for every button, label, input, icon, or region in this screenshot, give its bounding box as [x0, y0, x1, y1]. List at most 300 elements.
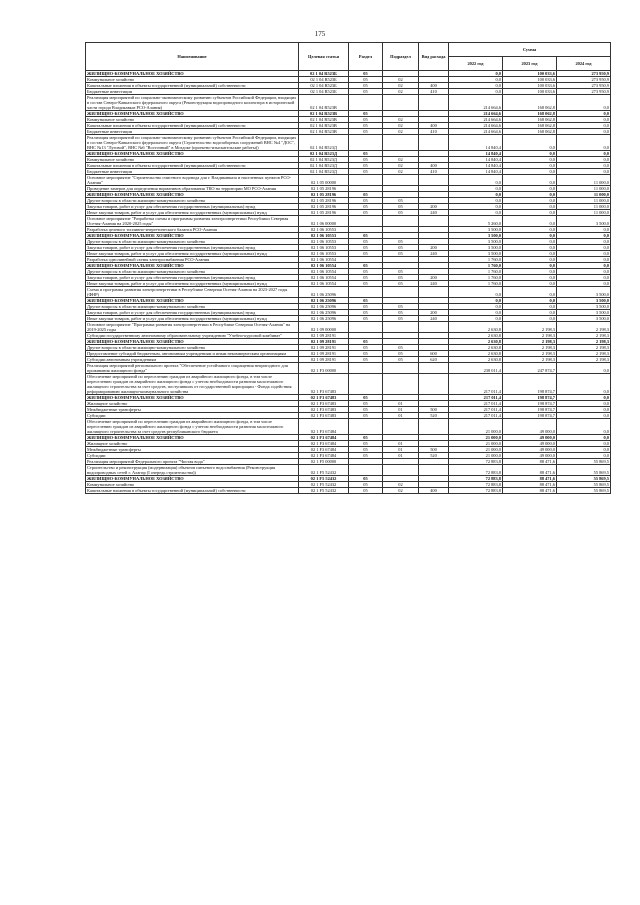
row-section: 05 [349, 357, 383, 363]
row-2024: 273 950,9 [557, 83, 611, 89]
row-2023: 2 198,3 [503, 322, 557, 333]
row-2024: 3 500,0 [557, 287, 611, 298]
row-expense-type [419, 287, 449, 298]
row-expense-type: 200 [419, 204, 449, 210]
row-expense-type [419, 216, 449, 227]
row-name: Другие вопросы в области жилищно-коммунального хозяйства [86, 304, 299, 310]
row-2023: 0,0 [503, 204, 557, 210]
row-2024: 0,0 [557, 395, 611, 401]
row-2023: 88 471,6 [503, 459, 557, 465]
row-section: 05 [349, 281, 383, 287]
row-target: 02 1 09 28191 [299, 345, 349, 351]
row-name: Капитальные вложения в объекты государственной (муниципальной) собственности [86, 123, 299, 129]
row-subsection: 02 [383, 157, 419, 163]
row-target: 02 1 04 R523Д [299, 151, 349, 157]
row-2022: 14 840,4 [449, 135, 503, 151]
row-section: 05 [349, 401, 383, 407]
row-2024: 0,0 [557, 251, 611, 257]
row-name: Субсидии [86, 413, 299, 419]
row-2022: 0,0 [449, 304, 503, 310]
row-target: 02 1 04 R523Д [299, 135, 349, 151]
row-target: 02 1 04 R523В [299, 123, 349, 129]
row-subsection [383, 175, 419, 186]
row-2022: 2 630,8 [449, 333, 503, 339]
row-expense-type [419, 374, 449, 395]
row-2023: 0,0 [503, 163, 557, 169]
row-2024: 0,0 [557, 135, 611, 151]
row-expense-type: 200 [419, 310, 449, 316]
table-row [86, 363, 611, 374]
row-expense-type: 400 [419, 488, 449, 494]
row-name: ЖИЛИЩНО-КОММУНАЛЬНОЕ ХОЗЯЙСТВО [86, 111, 299, 117]
row-target: 02 1 09 28191 [299, 351, 349, 357]
row-target: 02 1 06 25096 [299, 287, 349, 298]
table-row [86, 488, 611, 494]
row-section: 05 [349, 89, 383, 95]
row-target: 02 1 F3 67483 [299, 374, 349, 395]
row-expense-type: 620 [419, 357, 449, 363]
row-2022: 214 664,6 [449, 129, 503, 135]
row-name: ЖИЛИЩНО-КОММУНАЛЬНОЕ ХОЗЯЙСТВО [86, 192, 299, 198]
row-2024: 55 869,5 [557, 459, 611, 465]
row-2022: 2 630,8 [449, 322, 503, 333]
row-target: 02 1 F5 52432 [299, 465, 349, 476]
row-subsection: 01 [383, 401, 419, 407]
row-subsection: 05 [383, 210, 419, 216]
row-2022: 2 630,8 [449, 339, 503, 345]
row-subsection: 05 [383, 281, 419, 287]
row-2024: 0,0 [557, 447, 611, 453]
row-2023: 0,0 [503, 210, 557, 216]
row-2023: 0,0 [503, 169, 557, 175]
row-2022: 72 883,8 [449, 476, 503, 482]
row-2023: 88 471,6 [503, 465, 557, 476]
row-target: 02 1 09 28191 [299, 339, 349, 345]
row-2024: 3 500,0 [557, 216, 611, 227]
row-name: Бюджетные инвестиции [86, 129, 299, 135]
row-section: 05 [349, 123, 383, 129]
row-section: 05 [349, 169, 383, 175]
row-section: 05 [349, 453, 383, 459]
row-2023: 49 000,0 [503, 441, 557, 447]
row-section [349, 135, 383, 151]
row-2023: 0,0 [503, 175, 557, 186]
row-name: Закупка товаров, работ и услуг для обеспечения государственных (муниципальных) нужд [86, 310, 299, 316]
row-expense-type: 240 [419, 210, 449, 216]
row-2023: 88 471,6 [503, 488, 557, 494]
row-section: 05 [349, 111, 383, 117]
row-2023: 247 874,7 [503, 363, 557, 374]
row-2024: 11 000,0 [557, 192, 611, 198]
row-section: 05 [349, 345, 383, 351]
row-2024: 0,0 [557, 227, 611, 233]
row-2023: 168 062,8 [503, 117, 557, 123]
row-name: Коммунальное хозяйство [86, 77, 299, 83]
row-name: Основное мероприятие "Разработка схемы и программы развития электроэнергетики Республики Северная Осетия-Алания на 2020-2025 годы" [86, 216, 299, 227]
row-section [349, 322, 383, 333]
header-section: Раздел [349, 43, 383, 71]
row-target: 02 1 04 R523Б [299, 77, 349, 83]
row-2024: 0,0 [557, 281, 611, 287]
row-subsection [383, 374, 419, 395]
row-2022: 0,0 [449, 192, 503, 198]
table-body [86, 71, 611, 494]
row-target: 02 1 06 10554 [299, 263, 349, 269]
row-section: 05 [349, 269, 383, 275]
row-name: ЖИЛИЩНО-КОММУНАЛЬНОЕ ХОЗЯЙСТВО [86, 298, 299, 304]
row-section [349, 95, 383, 111]
row-section: 05 [349, 210, 383, 216]
row-target: 02 1 06 10553 [299, 233, 349, 239]
header-sum: Сумма [449, 43, 611, 57]
row-2022: 72 883,8 [449, 459, 503, 465]
row-target: 02 1 F3 67483 [299, 413, 349, 419]
row-name: Другие вопросы в области жилищно-коммунального хозяйства [86, 269, 299, 275]
row-expense-type: 200 [419, 245, 449, 251]
row-2022: 14 840,4 [449, 151, 503, 157]
row-2023: 0,0 [503, 233, 557, 239]
row-2023: 0,0 [503, 316, 557, 322]
row-name: Основное мероприятие "Строительство очистного водовода для г. Владикавказа и населенных пунктов РСО-Алания" [86, 175, 299, 186]
row-name: Коммунальное хозяйство [86, 482, 299, 488]
row-2024: 3 500,0 [557, 316, 611, 322]
row-2024: 0,0 [557, 263, 611, 269]
row-subsection: 01 [383, 453, 419, 459]
row-section: 05 [349, 77, 383, 83]
row-2024: 0,0 [557, 157, 611, 163]
row-section: 05 [349, 251, 383, 257]
row-expense-type: 410 [419, 169, 449, 175]
row-2023: 0,0 [503, 281, 557, 287]
table-row [86, 374, 611, 395]
row-2023: 2 198,3 [503, 357, 557, 363]
table-row [86, 465, 611, 476]
row-target: 02 1 06 10554 [299, 275, 349, 281]
row-2023: 168 062,8 [503, 111, 557, 117]
row-subsection: 05 [383, 304, 419, 310]
row-2022: 0,0 [449, 77, 503, 83]
row-name: Закупка товаров, работ и услуг для обеспечения государственных (муниципальных) нужд [86, 204, 299, 210]
row-section: 05 [349, 117, 383, 123]
row-2023: 0,0 [503, 157, 557, 163]
row-2024: 0,0 [557, 233, 611, 239]
row-section [349, 216, 383, 227]
row-target: 02 1 F3 67483 [299, 407, 349, 413]
row-name: Межбюджетные трансферты [86, 407, 299, 413]
row-2024: 0,0 [557, 169, 611, 175]
row-2024: 55 869,5 [557, 465, 611, 476]
row-expense-type [419, 363, 449, 374]
row-2023: 168 062,8 [503, 129, 557, 135]
row-section: 05 [349, 488, 383, 494]
row-2023: 198 874,7 [503, 395, 557, 401]
row-target: 02 1 06 10554 [299, 281, 349, 287]
row-expense-type: 240 [419, 251, 449, 257]
row-section [349, 374, 383, 395]
row-target: 02 1 05 28196 [299, 204, 349, 210]
row-subsection: 05 [383, 239, 419, 245]
row-name: Бюджетные инвестиции [86, 169, 299, 175]
row-2023: 2 198,3 [503, 345, 557, 351]
row-expense-type: 240 [419, 316, 449, 322]
row-expense-type: 500 [419, 407, 449, 413]
row-2024: 3 500,0 [557, 298, 611, 304]
row-name: Иные закупки товаров, работ и услуг для обеспечения государственных (муниципальных) нужд [86, 281, 299, 287]
row-2024: 0,0 [557, 163, 611, 169]
row-expense-type: 410 [419, 89, 449, 95]
table-row [86, 216, 611, 227]
row-2023: 0,0 [503, 304, 557, 310]
row-name: Реализация мероприятий по социально-экономическому развитию субъектов Российской Федерации, входящих в состав Северо-Кавказского федерального округа (Строительство водозаборных сооружений ВНС №4 "ДОС", ВНС №13 "Луговой", ВНС №6 "Восточный" в Моздоке (проектно-изыскательские работы)) [86, 135, 299, 151]
row-name: Капитальные вложения в объекты государственной (муниципальной) собственности [86, 163, 299, 169]
row-name: Разработка однолинейной схемы электроснабжения РСО-Алания [86, 257, 299, 263]
row-name: Другие вопросы в области жилищно-коммунального хозяйства [86, 198, 299, 204]
row-subsection [383, 95, 419, 111]
row-2024: 0,0 [557, 453, 611, 459]
header-target: Целевая статья [299, 43, 349, 71]
row-2022: 0,0 [449, 89, 503, 95]
row-section: 05 [349, 151, 383, 157]
row-2024: 0,0 [557, 363, 611, 374]
row-2022: 0,0 [449, 287, 503, 298]
row-2022: 5 260,0 [449, 216, 503, 227]
row-2023: 88 471,6 [503, 476, 557, 482]
row-expense-type: 500 [419, 447, 449, 453]
table-row [86, 322, 611, 333]
row-target: 02 1 05 28196 [299, 186, 349, 192]
row-section: 05 [349, 83, 383, 89]
row-target: 02 1 04 R523В [299, 95, 349, 111]
row-section: 05 [349, 476, 383, 482]
row-name: Строительство и реконструкция (модернизация) объектов питьевого водоснабжения (Реконструкция водопроводных сетей г. Алагир (I очередь строительства)) [86, 465, 299, 476]
row-subsection: 02 [383, 89, 419, 95]
row-name: Обеспечение мероприятий по переселению граждан из аварийного жилищного фонда, в том числе переселению граждан из аварийного жилищного фонда с учетом необходимости развития малоэтажного жилищного строительства за счет средств республиканского бюджета [86, 419, 299, 435]
row-target: 02 1 06 00000 [299, 216, 349, 227]
row-2023: 0,0 [503, 239, 557, 245]
row-subsection: 01 [383, 413, 419, 419]
row-section [349, 465, 383, 476]
row-name: ЖИЛИЩНО-КОММУНАЛЬНОЕ ХОЗЯЙСТВО [86, 151, 299, 157]
row-2022: 1 760,0 [449, 269, 503, 275]
row-2024: 0,0 [557, 401, 611, 407]
table-row [86, 175, 611, 186]
row-2022: 0,0 [449, 175, 503, 186]
row-2024: 0,0 [557, 275, 611, 281]
row-2024: 273 950,9 [557, 89, 611, 95]
row-section: 05 [349, 351, 383, 357]
row-2022: 14 840,4 [449, 169, 503, 175]
row-2023: 49 000,0 [503, 453, 557, 459]
row-expense-type [419, 135, 449, 151]
row-2024: 0,0 [557, 441, 611, 447]
row-2024: 0,0 [557, 111, 611, 117]
row-name: Иные закупки товаров, работ и услуг для обеспечения государственных (муниципальных) нужд [86, 210, 299, 216]
row-target: 02 1 F3 67484 [299, 419, 349, 435]
row-target: 02 1 09 28191 [299, 357, 349, 363]
row-name: Обеспечение мероприятий по переселению граждан из аварийного жилищного фонда, в том числе переселению граждан из аварийного жилищного фонда с учетом необходимости развития малоэтажного жилищного строительства за счет средств, поступивших от государственной корпорации - Фонда содействия реформированию жилищно-коммунального хозяйства [86, 374, 299, 395]
header-2022: 2022 год [449, 57, 503, 71]
row-2024: 0,0 [557, 374, 611, 395]
row-subsection [383, 216, 419, 227]
row-2022: 217 011,4 [449, 374, 503, 395]
row-section: 05 [349, 129, 383, 135]
row-name: Другие вопросы в области жилищно-коммунального хозяйства [86, 345, 299, 351]
row-name: Проведение замеров для определения нормативов образования ТКО на территории МО РСО-Алания [86, 186, 299, 192]
row-section: 05 [349, 192, 383, 198]
row-2022: 21 000,0 [449, 441, 503, 447]
row-2024: 0,0 [557, 129, 611, 135]
row-section: 05 [349, 239, 383, 245]
row-subsection: 05 [383, 310, 419, 316]
row-target: 02 1 04 R523Б [299, 89, 349, 95]
row-name: Иные закупки товаров, работ и услуг для обеспечения государственных (муниципальных) нужд [86, 251, 299, 257]
row-expense-type [419, 322, 449, 333]
table-row [86, 135, 611, 151]
row-target: 02 1 09 00000 [299, 322, 349, 333]
row-2024: 55 869,5 [557, 488, 611, 494]
row-name: Иные закупки товаров, работ и услуг для обеспечения государственных (муниципальных) нужд [86, 316, 299, 322]
row-name: Схема и программа развития электроэнергетики в Республике Северная Осетия-Алания на 2023-2027 годы (ФНР) [86, 287, 299, 298]
row-2023: 0,0 [503, 245, 557, 251]
row-target: 02 1 F3 67483 [299, 401, 349, 407]
row-name: Реализация мероприятий Федерального проекта "Чистая вода" [86, 459, 299, 465]
row-name: ЖИЛИЩНО-КОММУНАЛЬНОЕ ХОЗЯЙСТВО [86, 71, 299, 77]
row-2023: 49 000,0 [503, 447, 557, 453]
row-2024: 2 198,3 [557, 351, 611, 357]
row-target: 02 1 F3 00000 [299, 363, 349, 374]
row-target: 02 1 06 10553 [299, 227, 349, 233]
row-target: 02 1 06 10553 [299, 251, 349, 257]
row-target: 02 1 F3 67484 [299, 435, 349, 441]
row-subsection: 01 [383, 447, 419, 453]
row-2022: 214 664,6 [449, 117, 503, 123]
row-target: 02 1 06 10554 [299, 269, 349, 275]
row-2024: 2 198,3 [557, 339, 611, 345]
row-2022: 0,0 [449, 298, 503, 304]
row-2023: 0,0 [503, 298, 557, 304]
row-name: ЖИЛИЩНО-КОММУНАЛЬНОЕ ХОЗЯЙСТВО [86, 263, 299, 269]
row-2024: 0,0 [557, 269, 611, 275]
header-name: Наименование [86, 43, 299, 71]
row-2024: 0,0 [557, 407, 611, 413]
table-row [86, 419, 611, 435]
row-expense-type [419, 465, 449, 476]
row-2022: 217 011,4 [449, 413, 503, 419]
row-target: 02 1 06 25096 [299, 304, 349, 310]
row-target: 02 1 04 R523В [299, 129, 349, 135]
row-2023: 2 198,3 [503, 339, 557, 345]
row-2023: 0,0 [503, 251, 557, 257]
row-2024: 11 000,0 [557, 175, 611, 186]
row-section [349, 419, 383, 435]
row-2022: 1 760,0 [449, 257, 503, 263]
row-2022: 217 011,4 [449, 395, 503, 401]
row-target: 02 1 04 R523Д [299, 157, 349, 163]
row-2022: 2 630,8 [449, 345, 503, 351]
row-name: Субсидии [86, 453, 299, 459]
row-target: 02 1 F5 52432 [299, 482, 349, 488]
row-section: 05 [349, 298, 383, 304]
row-2023: 49 000,0 [503, 419, 557, 435]
row-name: Субсидии государственному автономному образовательному учреждению "Учебно-курсовой комбинат" [86, 333, 299, 339]
row-section: 05 [349, 482, 383, 488]
row-subsection: 02 [383, 482, 419, 488]
row-target: 02 1 05 28196 [299, 192, 349, 198]
row-2022: 1 760,0 [449, 263, 503, 269]
row-name: Предоставление субсидий бюджетным, автономным учреждениям и иным некоммерческим организациям [86, 351, 299, 357]
header-2024: 2024 год [557, 57, 611, 71]
row-target: 02 1 05 28196 [299, 198, 349, 204]
row-2022: 214 664,6 [449, 123, 503, 129]
row-subsection: 05 [383, 357, 419, 363]
row-name: Коммунальное хозяйство [86, 157, 299, 163]
row-name: Основное мероприятие "Программа развития электроэнергетики в Республике Северная Осетия-Алания" на 2019-2025 годы [86, 322, 299, 333]
row-2023: 88 471,6 [503, 482, 557, 488]
row-target: 02 1 F3 67483 [299, 395, 349, 401]
row-2023: 168 062,8 [503, 123, 557, 129]
row-subsection: 05 [383, 345, 419, 351]
row-subsection [383, 287, 419, 298]
row-2023: 49 000,0 [503, 435, 557, 441]
row-subsection: 02 [383, 83, 419, 89]
row-expense-type: 240 [419, 281, 449, 287]
row-expense-type: 600 [419, 351, 449, 357]
row-name: ЖИЛИЩНО-КОММУНАЛЬНОЕ ХОЗЯЙСТВО [86, 435, 299, 441]
row-2022: 238 011,4 [449, 363, 503, 374]
row-expense-type: 400 [419, 123, 449, 129]
row-target: 02 1 F5 52432 [299, 476, 349, 482]
row-2024: 273 950,9 [557, 77, 611, 83]
row-2022: 0,0 [449, 198, 503, 204]
row-subsection: 02 [383, 163, 419, 169]
row-subsection: 02 [383, 129, 419, 135]
row-2023: 198 874,7 [503, 401, 557, 407]
row-subsection: 05 [383, 204, 419, 210]
row-section: 05 [349, 316, 383, 322]
row-2024: 2 198,3 [557, 357, 611, 363]
row-target: 02 1 09 28191 [299, 333, 349, 339]
row-section: 05 [349, 198, 383, 204]
row-name: Жилищное хозяйство [86, 401, 299, 407]
row-2024: 55 869,5 [557, 476, 611, 482]
row-2022: 1 760,0 [449, 281, 503, 287]
row-2022: 2 630,8 [449, 357, 503, 363]
row-2023: 168 062,8 [503, 95, 557, 111]
row-2024: 11 000,0 [557, 204, 611, 210]
row-subsection: 02 [383, 169, 419, 175]
row-2024: 0,0 [557, 245, 611, 251]
row-name: ЖИЛИЩНО-КОММУНАЛЬНОЕ ХОЗЯЙСТВО [86, 476, 299, 482]
row-2024: 0,0 [557, 95, 611, 111]
header-subsection: Подраздел [383, 43, 419, 71]
row-target: 02 1 F5 00000 [299, 459, 349, 465]
row-2022: 217 011,4 [449, 407, 503, 413]
row-name: Закупка товаров, работ и услуг для обеспечения государственных (муниципальных) нужд [86, 245, 299, 251]
row-2023: 0,0 [503, 186, 557, 192]
row-subsection: 02 [383, 77, 419, 83]
row-2022: 2 630,8 [449, 351, 503, 357]
row-2023: 198 874,7 [503, 374, 557, 395]
row-name: Реализация мероприятий по социально-экономическому развитию субъектов Российской Федерации, входящих в состав Северо-Кавказского федерального округа (Реконструкция водопроводного коллектора в исторической части города Владикавказ РСО-Алания) [86, 95, 299, 111]
row-2022: 3 500,0 [449, 239, 503, 245]
row-2022: 3 500,0 [449, 245, 503, 251]
row-section: 05 [349, 275, 383, 281]
row-section: 05 [349, 245, 383, 251]
row-expense-type [419, 175, 449, 186]
row-subsection: 05 [383, 245, 419, 251]
row-name: Бюджетные инвестиции [86, 89, 299, 95]
row-2023: 0,0 [503, 269, 557, 275]
